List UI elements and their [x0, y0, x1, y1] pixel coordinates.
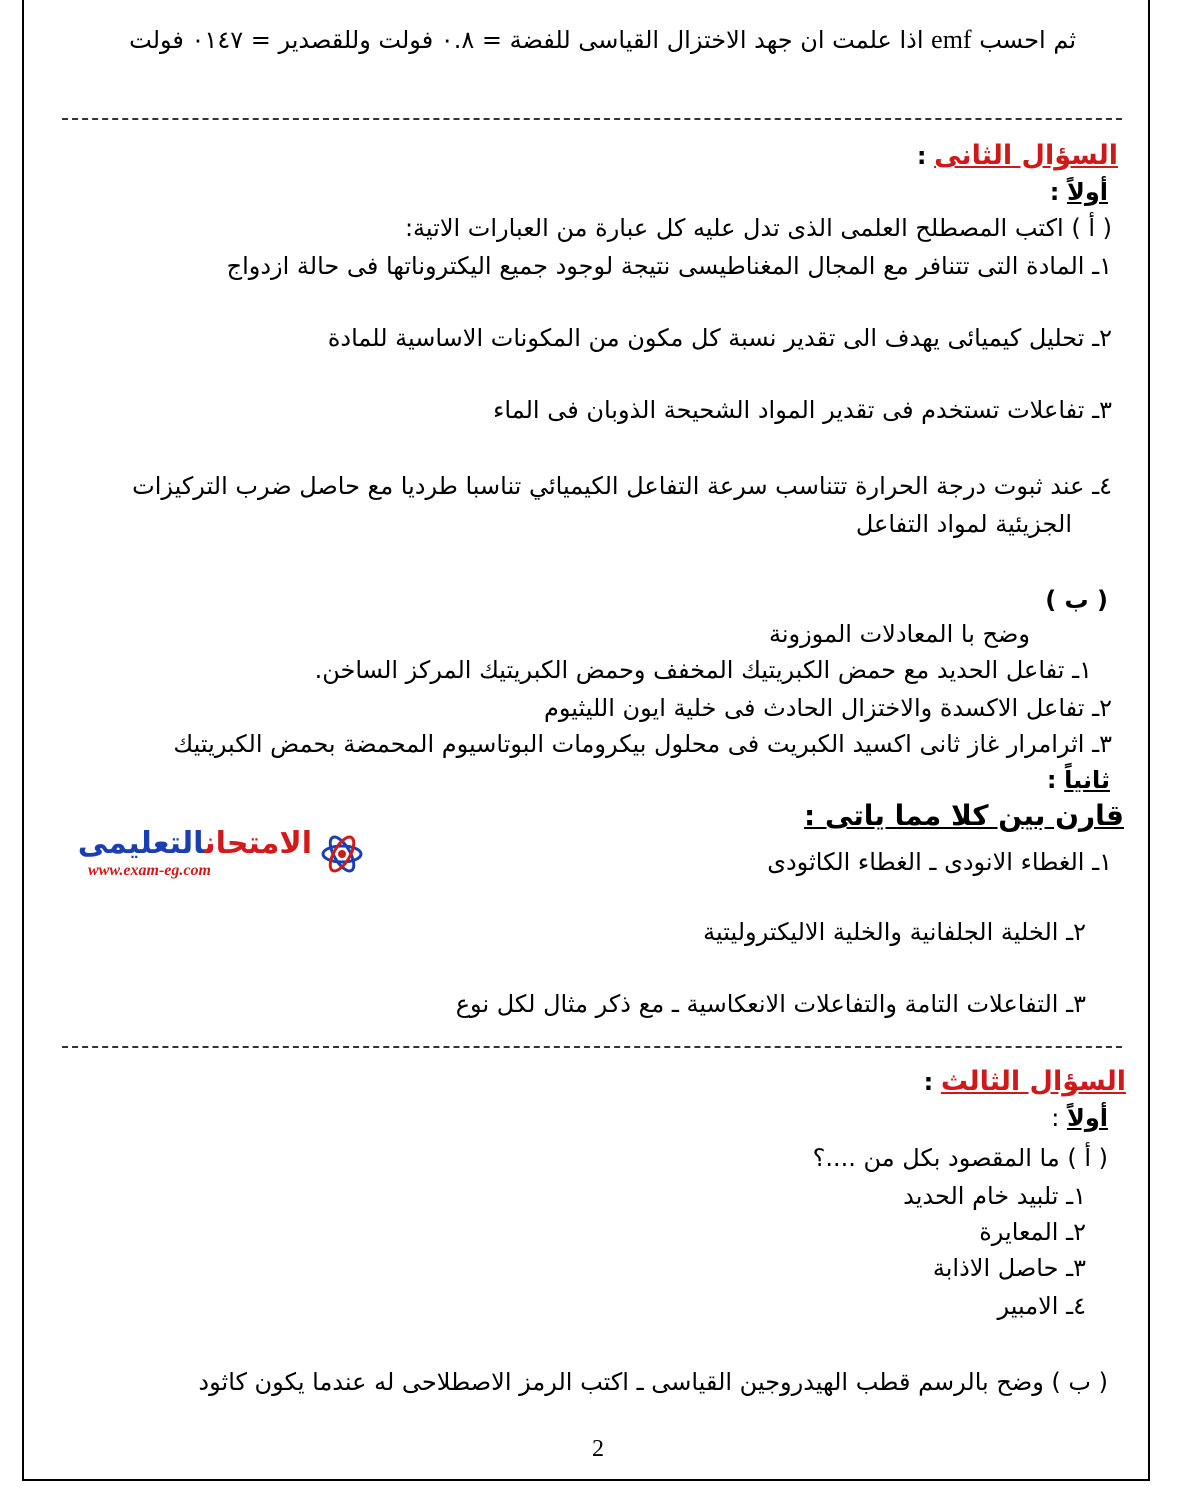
q2-first-label: [1050, 176, 1108, 208]
compare-item-2: ٢ـ الخلية الجلفانية والخلية الاليكتروليتية: [703, 918, 1086, 946]
atom-icon: [320, 830, 364, 878]
q3-title: [924, 1066, 1126, 1098]
q2-item-3: ٣ـ تفاعلات تستخدم فى تقدير المواد الشحيحة الذوبان فى الماء: [493, 396, 1112, 424]
logo-text-part2: التعليمى: [77, 826, 205, 861]
q2-second-label: [1047, 764, 1110, 796]
q3-first-colon: :: [1051, 1104, 1060, 1132]
q2-second-colon: :: [1046, 766, 1057, 794]
emf-line-start: ثم احسب: [979, 26, 1076, 54]
q3-item-1: ١ـ تلبيد خام الحديد: [903, 1182, 1086, 1210]
exam-eg-logo: [77, 826, 367, 886]
q2-title-colon: :: [916, 142, 927, 170]
logo-text: [77, 826, 312, 862]
emf-question-line: [129, 24, 1076, 56]
logo-url: www.exam-eg.com: [88, 862, 211, 879]
q3-title-text: السؤال الثالث: [940, 1066, 1126, 1097]
page-number: 2: [592, 1436, 604, 1462]
q2-b-label: ( ب ): [1045, 586, 1108, 614]
q2-b-item-1: ١ـ تفاعل الحديد مع حمض الكبريتيك المخفف وحمض الكبريتيك المركز الساخن.: [314, 656, 1092, 684]
q2-first-text: أولاً: [1066, 178, 1108, 206]
q3-b-line: ( ب ) وضح بالرسم قطب الهيدروجين القياسى ـ اكتب الرمز الاصطلاحى له عندما يكون كاثود: [198, 1368, 1108, 1396]
section-divider: [62, 118, 1122, 120]
compare-item-3: ٣ـ التفاعلات التامة والتفاعلات الانعكاسية ـ مع ذكر مثال لكل نوع: [455, 990, 1086, 1018]
q2-item-4-cont: الجزيئية لمواد التفاعل: [855, 510, 1072, 538]
section-divider-2: [62, 1046, 1122, 1048]
emf-term: emf: [931, 25, 972, 54]
q2-title: [917, 140, 1118, 172]
q2-second-text: ثانياً: [1064, 766, 1110, 794]
q2-b-item-2: ٢ـ تفاعل الاكسدة والاختزال الحادث فى خلية ايون الليثيوم: [543, 694, 1112, 722]
q3-a-intro: ( أ ) ما المقصود بكل من ....؟: [812, 1144, 1108, 1172]
q3-item-3: ٣ـ حاصل الاذابة: [932, 1254, 1086, 1282]
compare-item-1: ١ـ الغطاء الانودى ـ الغطاء الكاثودى: [767, 848, 1112, 876]
q2-b-item-3: ٣ـ اثرامرار غاز ثانى اكسيد الكبريت فى محلول بيكرومات البوتاسيوم المحمضة بحمض الكبريتيك: [173, 730, 1112, 758]
compare-title: قارن بين كلا مما ياتى :: [804, 799, 1124, 832]
q3-first-label: [1051, 1102, 1108, 1134]
q3-title-colon: :: [923, 1068, 934, 1096]
q2-first-colon: :: [1049, 178, 1060, 206]
q2-title-text: السؤال الثانى: [934, 140, 1118, 171]
q3-item-4: ٤ـ الامبير: [997, 1292, 1086, 1320]
emf-line-rest: اذا علمت ان جهد الاختزال القياسى للفضة = ٠.٨ فولت وللقصدير = ٠١٤٧ فولت: [129, 26, 924, 54]
q2-a-intro: ( أ ) اكتب المصطلح العلمى الذى تدل عليه كل عبارة من العبارات الاتية:: [404, 214, 1112, 242]
q2-item-1: ١ـ المادة التى تتنافر مع المجال المغناطيسى نتيجة لوجود جميع اليكتروناتها فى حالة ازدواج: [226, 252, 1112, 280]
q2-b-intro: وضح با المعادلات الموزونة: [768, 620, 1030, 648]
logo-text-part1: الامتحان: [204, 826, 312, 861]
q3-first-text: أولاً: [1066, 1104, 1108, 1132]
q2-item-4: ٤ـ عند ثبوت درجة الحرارة تتناسب سرعة التفاعل الكيميائي تناسبا طرديا مع حاصل ضرب التركيزات: [132, 472, 1112, 500]
q2-item-2: ٢ـ تحليل كيميائى يهدف الى تقدير نسبة كل مكون من المكونات الاساسية للمادة: [327, 324, 1112, 352]
q3-item-2: ٢ـ المعايرة: [979, 1218, 1086, 1246]
